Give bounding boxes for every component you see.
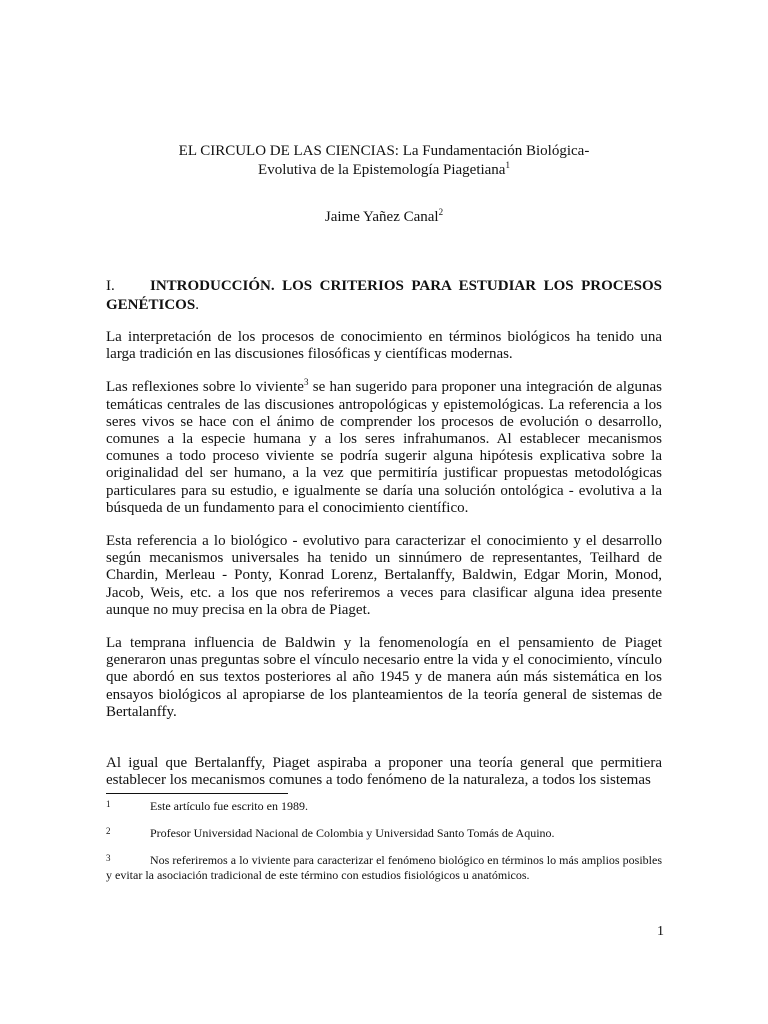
paragraph-3: Esta referencia a lo biológico - evolutivo para caracterizar el conocimiento y el desarrollo según mecanismos universales ha tenido un sinnúmero de representantes, Teilhard de Chardin, Merleau - Ponty, Konrad Lorenz, Bertalanffy, Baldwin, Edgar Morin, Monod, Jacob, Weis, etc. a los que nos referiremos a veces para clasificar alguna idea presente aunque no muy precisa en la obra de Piaget.	[106, 533, 662, 618]
page-number: 1	[657, 924, 664, 939]
footnote-2	[106, 826, 662, 841]
author-footnote-ref: 2	[438, 207, 444, 217]
title-line-2	[105, 161, 663, 180]
section-trailing: .	[195, 297, 199, 313]
footnote-separator	[106, 793, 288, 794]
document-title	[105, 142, 663, 180]
footnote-1-text: Este artículo fue escrito en 1989.	[150, 799, 308, 813]
section-number: I.	[106, 278, 115, 294]
title-footnote-ref: 1	[505, 160, 510, 170]
footnote-3-number: 3	[106, 853, 111, 863]
footnote-3-text: Nos referiremos a lo viviente para caracterizar el fenómeno biológico en términos lo más amplios posibles y evitar la asociación tradicional de este término con estudios fisiológicos u anatómicos.	[106, 853, 662, 882]
paragraph-4: La temprana influencia de Baldwin y la fenomenología en el pensamiento de Piaget generaron unas preguntas sobre el vínculo necesario entre la vida y el conocimiento, vínculo que abordó en sus textos posteriores al año 1945 y de manera aún más sistemática en los ensayos biológicos al apropiarse de los planteamientos de la teoría general de sistemas de Bertalanffy.	[106, 635, 662, 720]
body-text	[106, 329, 662, 805]
paragraph-2-start: Las reflexiones sobre lo viviente	[106, 379, 304, 396]
section-heading	[106, 277, 662, 315]
paragraph-2-rest: se han sugerido para proponer una integración de algunas temáticas centrales de las discusiones antropológicas y epistemológicas. La referencia a los seres vivos se hace con el ánimo de comprender los procesos de evolución o desarrollo, comunes a la especie humana y a los seres infrahumanos. Al establecer mecanismos comunes a todo proceso viviente se podría sugerir alguna hipótesis explicativa sobre la originalidad del ser humano, a la vez que permitiría justificar propuestas metodológicas particulares para su estudio, e igualmente se daría una solución ontológica - evolutiva a la búsqueda de un fundamento para el conocimiento científico.	[106, 379, 662, 516]
paragraph-1: La interpretación de los procesos de conocimiento en términos biológicos ha tenido una larga tradición en las discusiones filosóficas y científicas modernas.	[106, 329, 662, 363]
footnote-1-number: 1	[106, 799, 111, 809]
author-line	[105, 208, 663, 227]
paragraph-2	[106, 379, 662, 517]
title-line-1: EL CIRCULO DE LAS CIENCIAS: La Fundamentación Biológica-	[178, 143, 590, 159]
title-line-2-text: Evolutiva de la Epistemología Piagetiana	[258, 162, 506, 178]
footnote-3	[106, 853, 662, 883]
paragraph-2-footnote-ref: 3	[303, 377, 309, 388]
footnotes	[106, 797, 662, 883]
section-title: INTRODUCCIÓN. LOS CRITERIOS PARA ESTUDIAR LOS PROCESOS GENÉTICOS	[106, 278, 662, 313]
author-name: Jaime Yañez Canal	[324, 209, 439, 225]
paragraph-5: Al igual que Bertalanffy, Piaget aspiraba a proponer una teoría general que permitiera establecer los mecanismos comunes a todo fenómeno de la naturaleza, a todos los sistemas	[106, 755, 662, 789]
footnote-2-text: Profesor Universidad Nacional de Colombia y Universidad Santo Tomás de Aquino.	[150, 826, 555, 840]
footnote-1	[106, 799, 662, 814]
footnote-2-number: 2	[106, 826, 111, 836]
